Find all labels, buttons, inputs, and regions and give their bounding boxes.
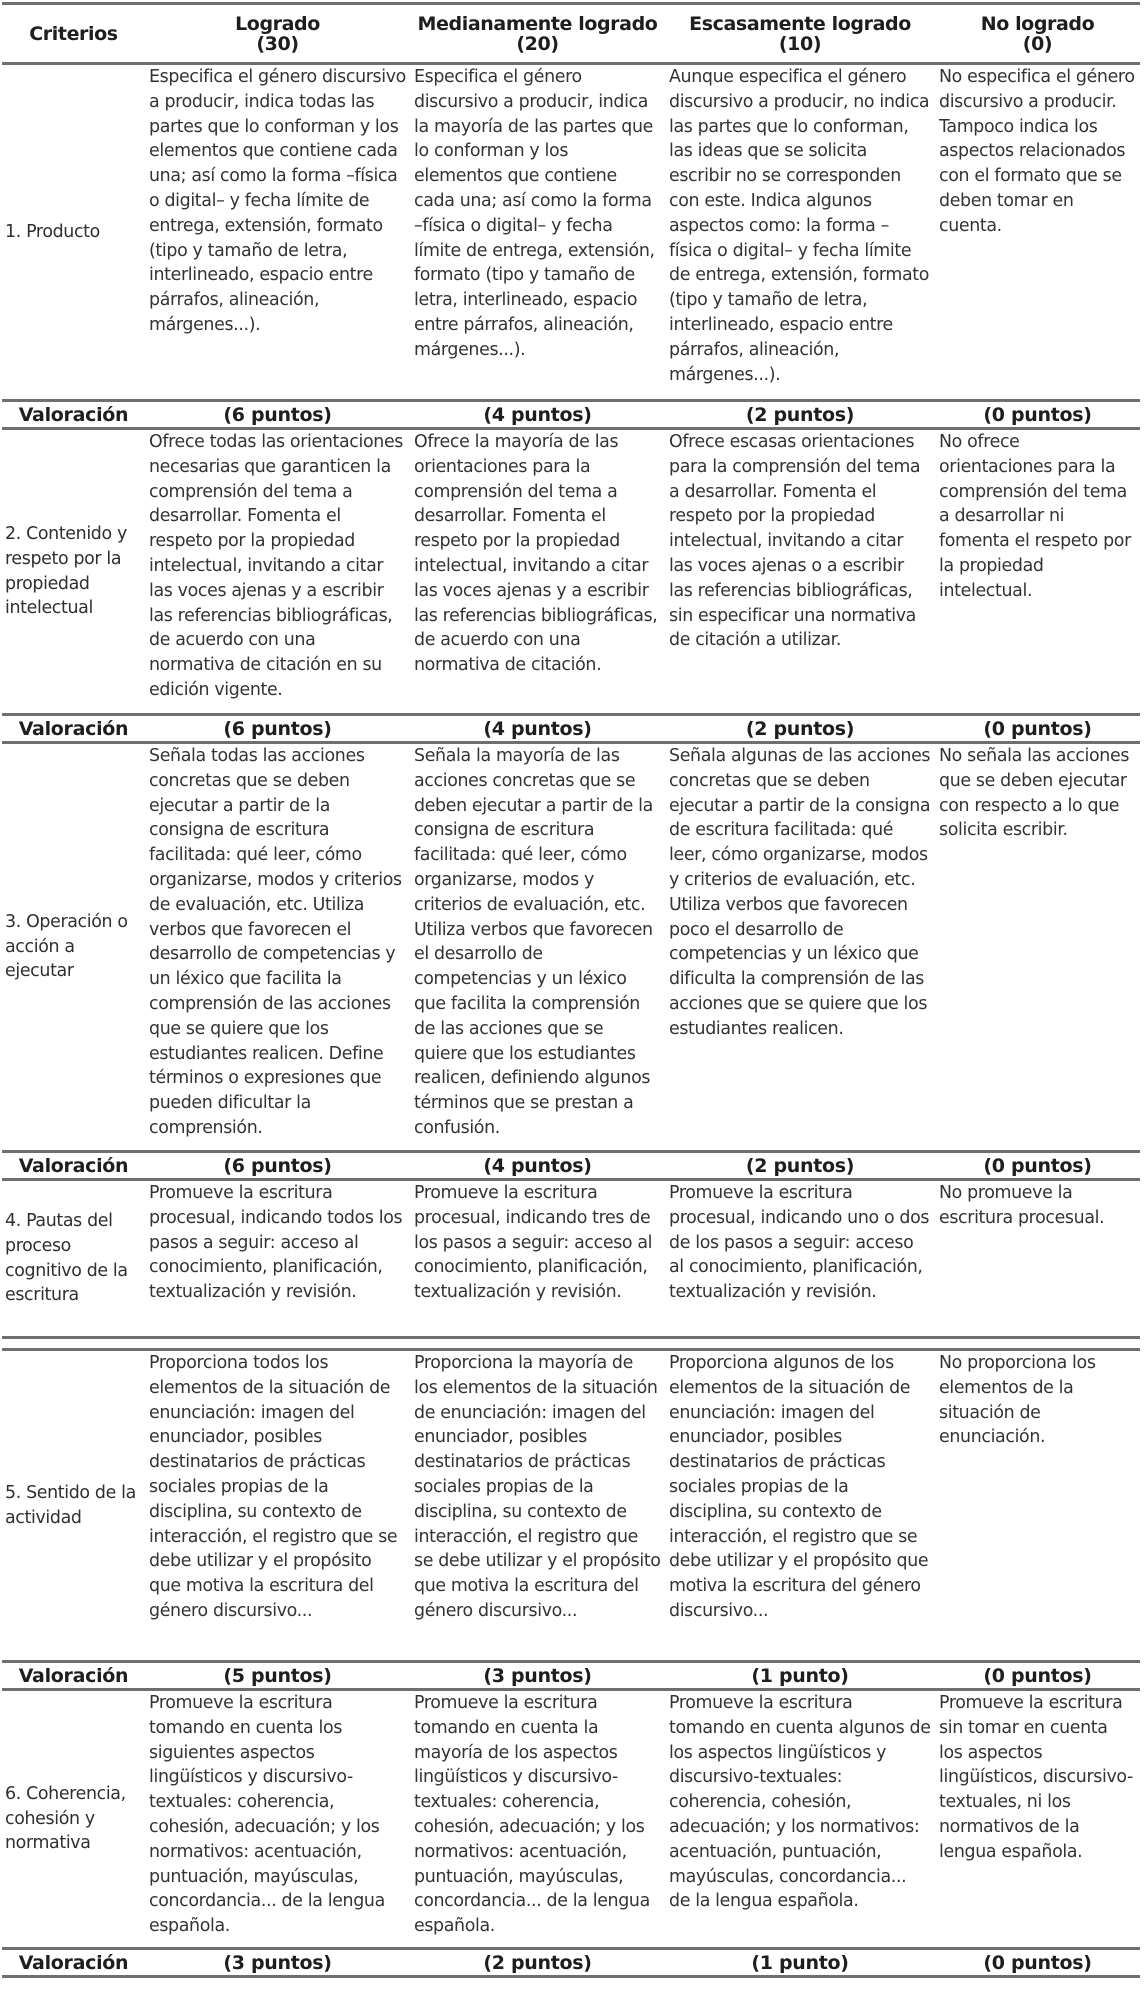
valoracion-no-logrado: (0 puntos) bbox=[983, 1665, 1092, 1687]
valoracion-logrado: (6 puntos) bbox=[223, 718, 332, 740]
cell-no-logrado: No ofrece orientaciones para la comprensión del tema a desarrollar ni fomenta el respeto por la propiedad intelectual. bbox=[939, 432, 1131, 601]
cell-medianamente-logrado: Ofrece la mayoría de las orientaciones para la comprensión del tema a desarrollar. Fomenta el respeto por la propiedad intelectual, invitando a citar las voces ajenas y a escribir las referencias bibliográficas, de acuerdo con una normativa de citación. bbox=[414, 432, 658, 676]
valoracion-escasamente: (2 puntos) bbox=[745, 404, 855, 426]
header-score: (30) bbox=[256, 32, 299, 55]
cell-medianamente-logrado: Promueve la escritura procesual, indicando tres de los pasos a seguir: acceso al conocimiento, planificación, textualización y revisión. bbox=[414, 1183, 653, 1303]
criterion-name: 4. Pautas del proceso cognitivo de la escritura bbox=[5, 1210, 128, 1306]
valoracion-label: Valoración bbox=[18, 404, 129, 426]
valoracion-medianamente: (4 puntos) bbox=[483, 1155, 592, 1177]
valoracion-no-logrado: (0 puntos) bbox=[983, 1155, 1092, 1177]
valoracion-escasamente: (1 punto) bbox=[751, 1952, 849, 1974]
criterion-name: 2. Contenido y respeto por la propiedad intelectual bbox=[5, 523, 127, 619]
header-escasamente-logrado bbox=[665, 4, 935, 64]
rubric-table bbox=[2, 2, 1140, 1978]
cell-medianamente-logrado: Señala la mayoría de las acciones concretas que se deben ejecutar a partir de la consigna de escritura facilitada: qué leer, cómo organizarse, modos y criterios de evaluación, etc. Utiliza verbos que favorecen el desarrollo de competencias y un léxico que facilita la comprensión de las acciones que se quiere que los estudiantes realicen, definiendo algunos términos que se prestan a confusión. bbox=[414, 746, 653, 1138]
header-no-logrado bbox=[935, 4, 1140, 64]
criterion-row-contenido bbox=[2, 429, 1140, 715]
header-score: (20) bbox=[516, 32, 559, 55]
valoracion-no-logrado: (0 puntos) bbox=[983, 1952, 1092, 1974]
valoracion-logrado: (3 puntos) bbox=[223, 1952, 332, 1974]
cell-no-logrado: No promueve la escritura procesual. bbox=[939, 1183, 1105, 1228]
criterion-name: 6. Coherencia, cohesión y normativa bbox=[5, 1783, 126, 1854]
cell-logrado: Promueve la escritura tomando en cuenta los siguientes aspectos lingüísticos y discursivo-textuales: coherencia, cohesión, adecuación; y los normativos: acentuación, puntuación, mayúsculas, concordancia... de la lengua española. bbox=[149, 1693, 385, 1937]
valoracion-escasamente: (2 puntos) bbox=[745, 718, 855, 740]
valoracion-escasamente: (1 punto) bbox=[751, 1665, 849, 1687]
header-criterios bbox=[2, 4, 145, 64]
valoracion-no-logrado: (0 puntos) bbox=[983, 404, 1092, 426]
valoracion-row bbox=[2, 1949, 1140, 1977]
valoracion-logrado: (6 puntos) bbox=[223, 1155, 332, 1177]
cell-escasamente-logrado: Promueve la escritura tomando en cuenta algunos de los aspectos lingüísticos y discursivo-textuales: coherencia, cohesión, adecuación; y los normativos: acentuación, puntuación, mayúsculas, concordancia... de la lengua española. bbox=[669, 1693, 931, 1912]
valoracion-no-logrado: (0 puntos) bbox=[983, 718, 1092, 740]
valoracion-row bbox=[2, 1152, 1140, 1180]
header-label: No logrado bbox=[980, 12, 1095, 35]
cell-escasamente-logrado: Ofrece escasas orientaciones para la comprensión del tema a desarrollar. Fomenta el respeto por la propiedad intelectual, invitando a citar las voces ajenas o a escribir las referencias bibliográficas, sin especificar una normativa de citación a utilizar. bbox=[669, 432, 921, 651]
valoracion-medianamente: (2 puntos) bbox=[483, 1952, 592, 1974]
valoracion-medianamente: (4 puntos) bbox=[483, 404, 592, 426]
criterion-row-sentido bbox=[2, 1350, 1140, 1662]
cell-escasamente-logrado: Aunque especifica el género discursivo a producir, no indica las partes que lo conforman, las ideas que se solicita escribir no se corresponden con este. Indica algunos aspectos como: la forma –física o digital– y fecha límite de entrega, extensión, formato (tipo y tamaño de letra, interlineado, espacio entre párrafos, alineación, márgenes...). bbox=[669, 67, 930, 385]
header-row bbox=[2, 4, 1140, 64]
cell-logrado: Señala todas las acciones concretas que se deben ejecutar a partir de la consigna de escritura facilitada: qué leer, cómo organizarse, modos y criterios de evaluación, etc. Utiliza verbos que favorecen el desarrollo de competencias y un léxico que facilita la comprensión de las acciones que se quiere que los estudiantes realicen. Define términos o expresiones que pueden dificultar la comprensión. bbox=[149, 746, 402, 1138]
valoracion-medianamente: (4 puntos) bbox=[483, 718, 592, 740]
cell-escasamente-logrado: Proporciona algunos de los elementos de la situación de enunciación: imagen del enunciador, posibles destinatarios de prácticas sociales propias de la disciplina, su contexto de interacción, el registro que se debe utilizar y el propósito que motiva la escritura del género discursivo... bbox=[669, 1353, 929, 1621]
cell-no-logrado: Promueve la escritura sin tomar en cuenta los aspectos lingüísticos, discursivo-textuales, ni los normativos de la lengua española. bbox=[939, 1693, 1133, 1862]
criterion-row-pautas bbox=[2, 1180, 1140, 1338]
valoracion-label: Valoración bbox=[18, 1952, 129, 1974]
cell-no-logrado: No señala las acciones que se deben ejecutar con respecto a lo que solicita escribir. bbox=[939, 746, 1130, 841]
header-label: Escasamente logrado (10) bbox=[689, 12, 911, 55]
cell-logrado: Especifica el género discursivo a producir, indica todas las partes que lo conforman y los elementos que contiene cada una; así como la forma –física o digital– y fecha límite de entrega, extensión, formato (tipo y tamaño de letra, interlineado, espacio entre párrafos, alineación, márgenes...). bbox=[149, 67, 406, 335]
valoracion-label: Valoración bbox=[18, 1665, 129, 1687]
cell-logrado: Promueve la escritura procesual, indicando todos los pasos a seguir: acceso al conocimiento, planificación, textualización y revisión. bbox=[149, 1183, 403, 1303]
header-medianamente-logrado bbox=[410, 4, 665, 64]
valoracion-row bbox=[2, 715, 1140, 743]
valoracion-escasamente: (2 puntos) bbox=[745, 1155, 855, 1177]
criterion-row-producto bbox=[2, 64, 1140, 401]
criterion-name: 3. Operación o acción a ejecutar bbox=[5, 911, 128, 982]
header-label: Logrado bbox=[235, 12, 320, 35]
cell-logrado: Proporciona todos los elementos de la situación de enunciación: imagen del enunciador, posibles destinatarios de prácticas sociales propias de la disciplina, su contexto de interacción, el registro que se debe utilizar y el propósito que motiva la escritura del género discursivo... bbox=[149, 1353, 398, 1621]
cell-escasamente-logrado: Promueve la escritura procesual, indicando uno o dos de los pasos a seguir: acceso al conocimiento, planificación, textualización y revisión. bbox=[669, 1183, 930, 1303]
cell-no-logrado: No especifica el género discursivo a producir. Tampoco indica los aspectos relacionados con el formato que se deben tomar en cuenta. bbox=[939, 67, 1135, 236]
criterion-row-operacion bbox=[2, 743, 1140, 1152]
valoracion-medianamente: (3 puntos) bbox=[483, 1665, 592, 1687]
valoracion-label: Valoración bbox=[18, 718, 129, 740]
valoracion-row bbox=[2, 1662, 1140, 1690]
header-label: Medianamente logrado bbox=[417, 12, 658, 35]
cell-escasamente-logrado: Señala algunas de las acciones concretas que se deben ejecutar a partir de la consigna de escritura facilitada: qué leer, cómo organizarse, modos y criterios de evaluación, etc. Utiliza verbos que favorecen poco el desarrollo de competencias y un léxico que dificulta la comprensión de las acciones que se quiere que los estudiantes realicen. bbox=[669, 746, 931, 1039]
valoracion-logrado: (6 puntos) bbox=[223, 404, 332, 426]
cell-medianamente-logrado: Especifica el género discursivo a producir, indica la mayoría de las partes que lo conforman y los elementos que contiene cada una; así como la forma –física o digital– y fecha límite de entrega, extensión, formato (tipo y tamaño de letra, interlineado, espacio entre párrafos, alineación, márgenes...). bbox=[414, 67, 655, 360]
cell-medianamente-logrado: Promueve la escritura tomando en cuenta la mayoría de los aspectos lingüísticos y discursivo-textuales: coherencia, cohesión, adecuación; y los normativos: acentuación, puntuación, mayúsculas, concordancia... de la lengua española. bbox=[414, 1693, 650, 1937]
cell-medianamente-logrado: Proporciona la mayoría de los elementos de la situación de enunciación: imagen del enunciador, posibles destinatarios de prácticas sociales propias de la disciplina, su contexto de interacción, el registro que se debe utilizar y el propósito que motiva la escritura del género discursivo... bbox=[414, 1353, 661, 1621]
criterion-name: 5. Sentido de la actividad bbox=[5, 1482, 136, 1528]
double-rule bbox=[2, 1338, 1140, 1350]
row-separator bbox=[2, 1338, 1140, 1350]
criterion-name: 1. Producto bbox=[5, 221, 100, 242]
header-score: (0) bbox=[1022, 32, 1053, 55]
header-label: Criterios bbox=[29, 22, 118, 45]
valoracion-logrado: (5 puntos) bbox=[223, 1665, 332, 1687]
header-logrado bbox=[145, 4, 410, 64]
cell-logrado: Ofrece todas las orientaciones necesarias que garanticen la comprensión del tema a desarrollar. Fomenta el respeto por la propiedad intelectual, invitando a citar las voces ajenas y a escribir las referencias bibliográficas, de acuerdo con una normativa de citación en su edición vigente. bbox=[149, 432, 404, 700]
criterion-row-coherencia bbox=[2, 1690, 1140, 1949]
valoracion-row bbox=[2, 401, 1140, 429]
cell-no-logrado: No proporciona los elementos de la situación de enunciación. bbox=[939, 1353, 1096, 1448]
valoracion-label: Valoración bbox=[18, 1155, 129, 1177]
